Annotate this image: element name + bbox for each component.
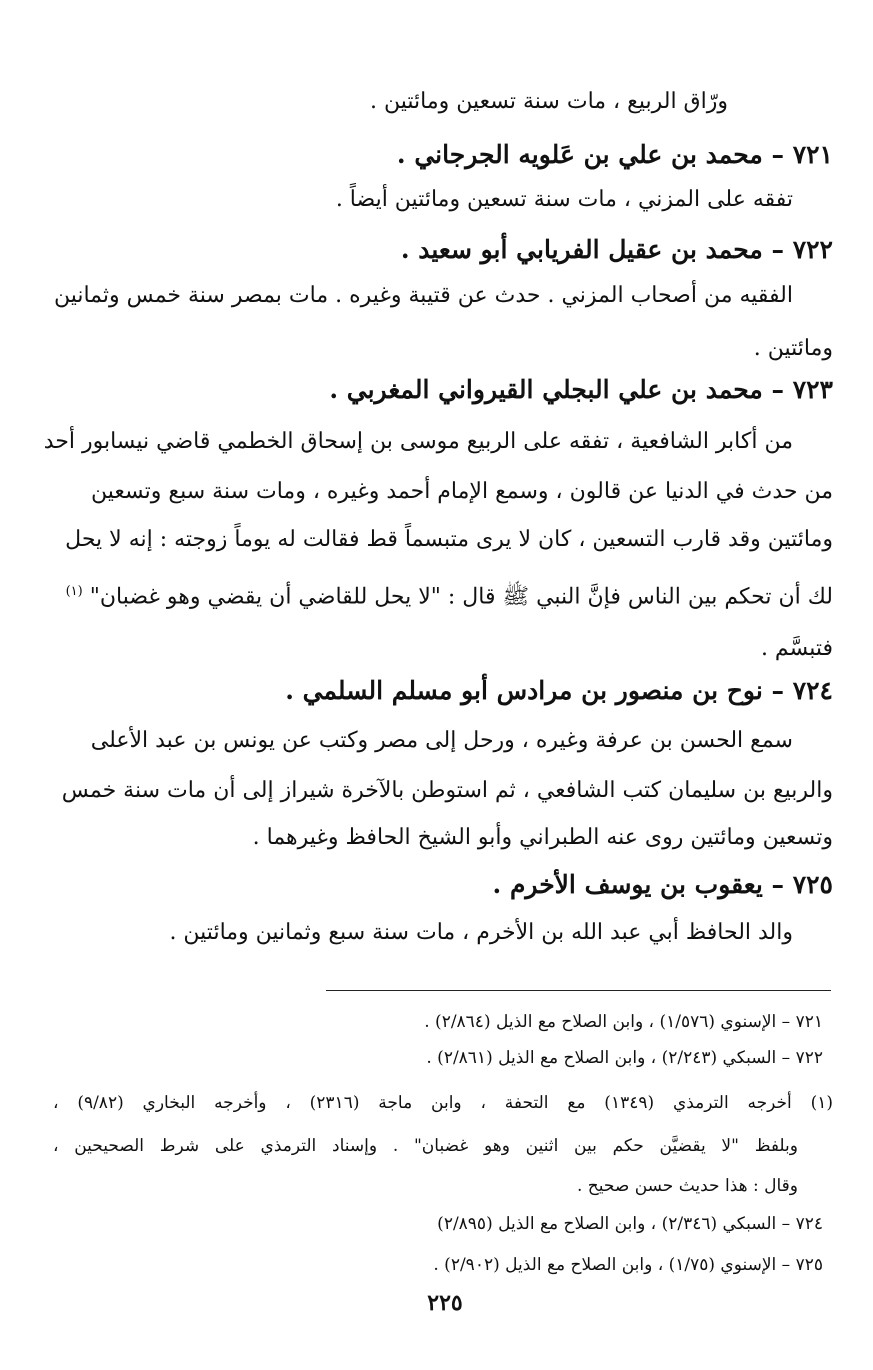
footnote-line: (١) أخرجه الترمذي (١٣٤٩) مع التحفة ، وابن ماجة (٢٣١٦) ، وأخرجه البخاري (٩/٨٢) ، xyxy=(53,1093,834,1113)
footnote-line: وقال : هذا حديث حسن صحيح . xyxy=(576,1176,798,1196)
footnote-line: ٧٢٤ – السبكي (٢/٣٤٦) ، وابن الصلاح مع الذيل (٢/٨٩٥) xyxy=(437,1214,823,1234)
entry-heading-721: ٧٢١ – محمد بن علي بن عَلويه الجرجاني . xyxy=(396,140,833,169)
body-line: ورّاق الربيع ، مات سنة تسعين ومائتين . xyxy=(370,89,728,114)
body-line: ومائتين وقد قارب التسعين ، كان لا يرى متبسماً قط فقالت له يوماً زوجته : إنه لا يحل xyxy=(65,527,833,552)
body-line: الفقيه من أصحاب المزني . حدث عن قتيبة وغيره . مات بمصر سنة خمس وثمانين xyxy=(53,283,793,308)
footnote-marker: (١) xyxy=(65,584,83,599)
body-line-text: لك أن تحكم بين الناس فإنَّ النبي ﷺ قال : "لا يحل للقاضي أن يقضي وهو غضبان" xyxy=(89,584,833,610)
footnote-line: ٧٢٥ – الإسنوي (١/٧٥) ، وابن الصلاح مع الذيل (٢/٩٠٢) . xyxy=(433,1255,823,1275)
entry-heading-724: ٧٢٤ – نوح بن منصور بن مرادس أبو مسلم السلمي . xyxy=(285,676,833,705)
body-line: والربيع بن سليمان كتب الشافعي ، ثم استوطن بالآخرة شيراز إلى أن مات سنة خمس xyxy=(61,778,833,803)
footnote-line: وبلفظ "لا يقضيَّن حكم بين اثنين وهو غضبان" . وإسناد الترمذي على شرط الصحيحين ، xyxy=(53,1136,798,1156)
body-line-with-footnote xyxy=(65,577,833,612)
entry-heading-723: ٧٢٣ – محمد بن علي البجلي القيرواني المغربي . xyxy=(329,375,833,404)
body-line: تفقه على المزني ، مات سنة تسعين ومائتين أيضاً . xyxy=(335,187,793,212)
footnote-line: ٧٢٢ – السبكي (٢/٢٤٣) ، وابن الصلاح مع الذيل (٢/٨٦١) . xyxy=(426,1048,823,1068)
body-line: سمع الحسن بن عرفة وغيره ، ورحل إلى مصر وكتب عن يونس بن عبد الأعلى xyxy=(90,728,793,753)
body-line: من حدث في الدنيا عن قالون ، وسمع الإمام أحمد وغيره ، ومات سنة سبع وتسعين xyxy=(91,479,833,504)
page-number: ٢٢٥ xyxy=(427,1290,463,1316)
footnote-line: ٧٢١ – الإسنوي (١/٥٧٦) ، وابن الصلاح مع الذيل (٢/٨٦٤) . xyxy=(424,1012,823,1032)
body-line: وتسعين ومائتين روى عنه الطبراني وأبو الشيخ الحافظ وغيرهما . xyxy=(252,825,833,850)
body-line: والد الحافظ أبي عبد الله بن الأخرم ، مات سنة سبع وثمانين ومائتين . xyxy=(169,920,793,945)
entry-heading-725: ٧٢٥ – يعقوب بن يوسف الأخرم . xyxy=(492,870,833,899)
body-line: ومائتين . xyxy=(753,336,833,361)
body-line: فتبسَّم . xyxy=(760,636,833,661)
entry-heading-722: ٧٢٢ – محمد بن عقيل الفريابي أبو سعيد . xyxy=(400,235,833,264)
body-line: من أكابر الشافعية ، تفقه على الربيع موسى بن إسحاق الخطمي قاضي نيسابور أحد xyxy=(43,429,793,454)
footnote-separator xyxy=(326,990,831,991)
